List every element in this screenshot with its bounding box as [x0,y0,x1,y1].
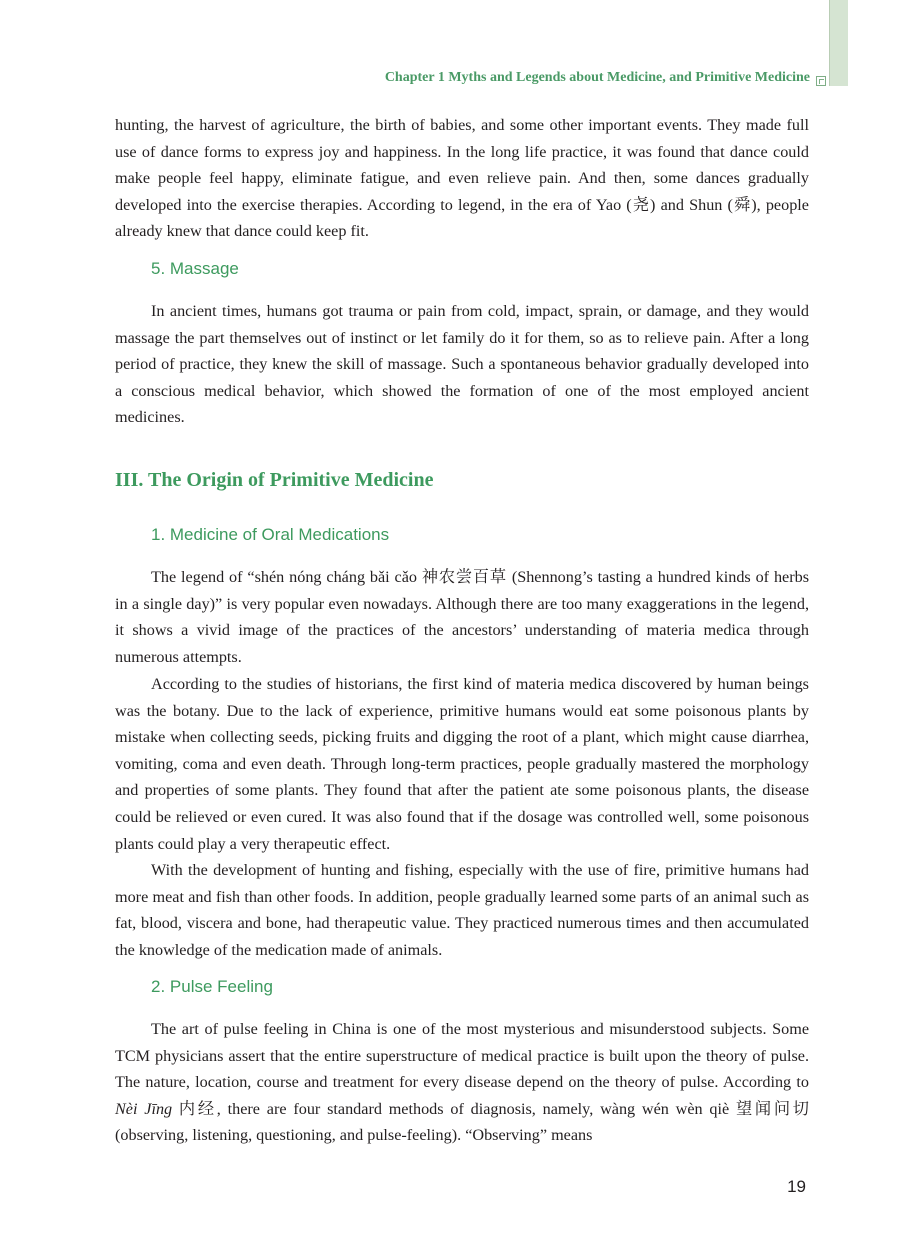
subheading-massage: 5. Massage [151,259,239,278]
running-head: Chapter 1 Myths and Legends about Medicine, and Primitive Medicine [384,70,810,85]
pulse-text-start: The art of pulse feeling in China is one of the most mysterious and misunderstood subjects. Some TCM physicians assert that the entire superstructure of medical practice is built upon the theory of pulse. The nature, location, course and treatment for every disease depend on the theory of pulse. According to [115,1020,809,1092]
paragraph-animals: With the development of hunting and fishing, especially with the use of fire, primitive humans had more meat and fish than other foods. In addition, people gradually learned some parts of an animal such as fat, blood, viscera and bone, had therapeutic value. They practiced numerous times and then accumulated the knowledge of the medication made of animals. [115,861,809,959]
paragraph-dance: hunting, the harvest of agriculture, the birth of babies, and some other important events. They made full use of dance forms to express joy and happiness. In the long life practice, it was found that dance could make people feel happy, eliminate fatigue, and even relieve pain. And then, some dances gradually developed into the exercise therapies. According to legend, in the era of Yao (尧) and Shun (舜), people already knew that dance could keep fit. [115,116,809,241]
subheading-oral-medications: 1. Medicine of Oral Medications [151,525,390,544]
page-edge-tab [829,0,848,86]
pulse-text-end: 内经, there are four standard methods of diagnosis, namely, wàng wén wèn qiè 望闻问切 (observing, listening, questioning, and pulse-feeling). “Observing” means [115,1099,809,1145]
paragraph-pulse [115,1016,809,1149]
paragraph-massage: In ancient times, humans got trauma or pain from cold, impact, sprain, or damage, and they would massage the part themselves out of instinct or let family do it for them, so as to relieve pain. After a long period of practice, they knew the skill of massage. Such a spontaneous behavior gradually developed into a conscious medical behavior, which showed the formation of one of the most employed ancient medicines. [115,302,809,427]
corner-ornament-icon [816,76,826,86]
section-heading-origin: III. The Origin of Primitive Medicine [115,469,434,491]
nei-jing-title: Nèi Jīng [115,1099,173,1118]
subheading-pulse-feeling: 2. Pulse Feeling [151,977,273,996]
paragraph-shennong: The legend of “shén nóng cháng bǎi cǎo 神农尝百草 (Shennong’s tasting a hundred kinds of herbs in a single day)” is very popular even nowadays. Although there are too many exaggerations in the legend, it shows a vivid image of the practices of the ancestors’ understanding of materia medica through numerous attempts. [115,568,809,666]
paragraph-botany: According to the studies of historians, the first kind of materia medica discovered by human beings was the botany. Due to the lack of experience, primitive humans would eat some poisonous plants by mistake when collecting seeds, picking fruits and digging the root of a plant, which might cause diarrhea, vomiting, coma and even death. Through long-term practices, people gradually mastered the morphology and properties of some plants. They found that after the patient ate some poisonous plants, the disease could be relieved or even cured. It was also found that if the dosage was controlled well, some poisonous plants could play a very therapeutic effect. [115,675,809,853]
page-number: 19 [787,1177,806,1196]
